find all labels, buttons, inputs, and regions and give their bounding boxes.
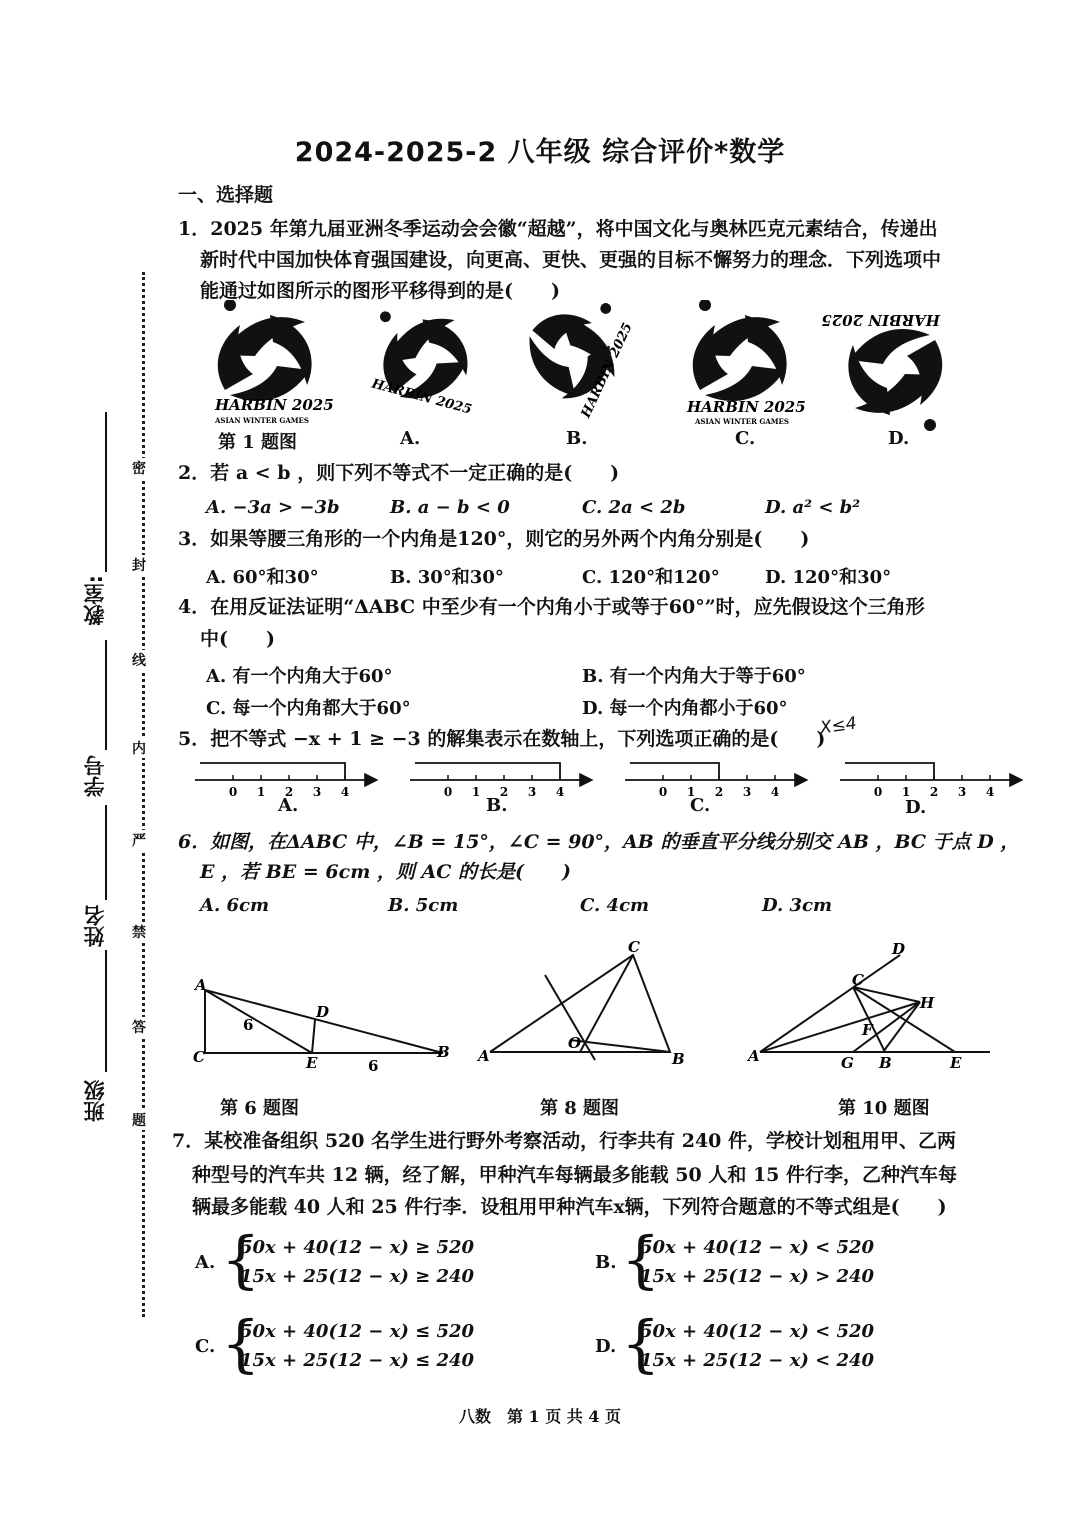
name-label: 姓名 (83, 905, 107, 947)
classroom-field[interactable] (105, 412, 107, 572)
tick-label: 0 (228, 785, 238, 799)
q4-option-c[interactable]: C. 每一个内角都大于60° (206, 698, 411, 719)
q1-line1: 1．2025 年第九届亚洲冬季运动会会徽“超越”，将中国文化与奥林匹克元素结合，传递出 (178, 218, 938, 240)
q1-line3: 能通过如图所示的图形平移得到的是( ) (200, 280, 560, 302)
q7-eq2: 15x + 25(12 − x) ≤ 240 (240, 1350, 475, 1371)
fig10-point-f: F (862, 1021, 873, 1039)
q4-option-b[interactable]: B. 有一个内角大于等于60° (582, 666, 806, 687)
q4-option-d[interactable]: D. 每一个内角都小于60° (582, 698, 788, 719)
q7-option-a[interactable] (195, 1223, 495, 1296)
tick-label: 3 (527, 785, 537, 799)
q7-line2: 种型号的汽车共 12 辆，经了解，甲种汽车每辆最多能载 50 人和 15 件行李，乙种汽车每 (192, 1164, 958, 1186)
tick-label: 2 (929, 785, 939, 799)
q7-line3: 辆最多能载 40 人和 25 件行李．设租用甲种汽车x辆，下列符合题意的不等式组是( ) (192, 1196, 947, 1218)
fig10-point-h: H (920, 994, 935, 1012)
seal-chars (128, 0, 158, 1526)
fig6-point-d: D (316, 1003, 330, 1021)
student-id-label: 学号 (83, 755, 107, 797)
q7-eq1: 50x + 40(12 − x) < 520 (640, 1237, 875, 1258)
tick-label: 0 (658, 785, 668, 799)
q7-option-label: B. (595, 1252, 617, 1273)
fig10-point-e: E (950, 1054, 962, 1072)
seal-char: 线 (132, 650, 146, 670)
geometry-figures (185, 940, 1005, 1075)
q5-option-a-label[interactable]: A. (278, 795, 299, 816)
fig10-point-d: D (892, 940, 906, 958)
tick-label: 4 (985, 785, 995, 799)
q5-option-b-label[interactable]: B. (486, 795, 508, 816)
tick-label: 3 (957, 785, 967, 799)
q1-option-a-label[interactable]: A. (400, 428, 421, 449)
seal-char: 封 (132, 555, 146, 575)
logo-text: HARBIN 2025 (578, 320, 636, 421)
q2-option-a[interactable]: A. −3a > −3b (206, 497, 340, 518)
logo-icon (693, 300, 787, 401)
q6-line1: 6．如图，在ΔABC 中，∠B = 15°，∠C = 90°，AB 的垂直平分线分别交 AB ，BC 于点 D ， (178, 831, 1020, 853)
class-label: 班级 (83, 1080, 107, 1122)
seal-char: 严 (132, 830, 146, 850)
tick-label: 4 (770, 785, 780, 799)
tick-label: 1 (256, 785, 266, 799)
fig6-point-a: A (195, 976, 207, 994)
q5-number-lines (190, 755, 1030, 815)
fig6-caption: 第 6 题图 (220, 1098, 300, 1119)
number-line-b (410, 763, 590, 799)
fig8-point-b: B (672, 1050, 685, 1068)
number-line-a (195, 763, 375, 799)
q3-option-d[interactable]: D. 120°和30° (765, 567, 892, 588)
seal-char: 题 (132, 1110, 146, 1130)
section-heading: 一、选择题 (178, 184, 274, 206)
q6-line2: E ，若 BE = 6cm ，则 AC 的长是( ) (200, 861, 571, 883)
q7-eq1: 50x + 40(12 − x) < 520 (640, 1321, 875, 1342)
seal-char: 答 (132, 1017, 146, 1037)
fig10-point-b: B (879, 1054, 892, 1072)
logo-icon (218, 300, 312, 401)
q2-option-b[interactable]: B. a − b < 0 (390, 497, 510, 518)
q3-option-c[interactable]: C. 120°和120° (582, 567, 720, 588)
seal-char: 密 (132, 458, 146, 478)
fig6-mark: 6 (243, 1016, 254, 1034)
q1-figure-caption: 第 1 题图 (218, 432, 298, 453)
tick-label: 3 (312, 785, 322, 799)
logo-text: HARBIN 2025 (821, 311, 940, 329)
brace: { (621, 1223, 661, 1296)
q5-stem: 5．把不等式 −x + 1 ≥ −3 的解集表示在数轴上，下列选项正确的是( ) (178, 728, 826, 750)
q6-option-d[interactable]: D. 3cm (762, 895, 833, 916)
fig6-point-c: C (193, 1048, 205, 1066)
tick-label: 2 (499, 785, 509, 799)
seal-char: 内 (132, 738, 146, 758)
q2-option-c[interactable]: C. 2a < 2b (582, 497, 686, 518)
fig10-figure (760, 955, 990, 1052)
fig8-point-o: O (568, 1034, 582, 1052)
logo-text: HARBIN 2025 (369, 376, 474, 418)
tick-label: 3 (742, 785, 752, 799)
logo-sub: ASIAN WINTER GAMES (695, 417, 789, 426)
q2-option-d[interactable]: D. a² < b² (765, 497, 861, 518)
number-line-d (840, 763, 1020, 799)
q3-option-b[interactable]: B. 30°和30° (390, 567, 504, 588)
fig6-point-e: E (306, 1054, 318, 1072)
q6-option-c[interactable]: C. 4cm (580, 895, 650, 916)
brace: { (621, 1307, 661, 1380)
tick-label: 2 (284, 785, 294, 799)
brace: { (221, 1223, 261, 1296)
q5-option-c-label[interactable]: C. (690, 795, 711, 816)
number-line-c (625, 763, 805, 799)
name-field[interactable] (105, 805, 107, 900)
q1-option-d-label[interactable]: D. (888, 428, 910, 449)
q7-option-b[interactable] (595, 1223, 895, 1296)
classroom-label: 教室: (83, 575, 107, 626)
q7-eq2: 15x + 25(12 − x) < 240 (640, 1350, 875, 1371)
fig10-point-a: A (748, 1047, 760, 1065)
q6-option-b[interactable]: B. 5cm (388, 895, 459, 916)
tick-label: 0 (443, 785, 453, 799)
logo-text: HARBIN 2025 (687, 398, 806, 416)
q1-line2: 新时代中国加快体育强国建设，向更高、更快、更强的目标不懈努力的理念．下列选项中 (200, 249, 942, 271)
tick-label: 0 (873, 785, 883, 799)
q4-option-a[interactable]: A. 有一个内角大于60° (206, 666, 393, 687)
fig6-mark: 6 (368, 1057, 379, 1075)
fig10-point-c: C (852, 971, 864, 989)
q7-line1: 7．某校准备组织 520 名学生进行野外考察活动，行李共有 240 件，学校计划租用甲、乙两 (172, 1130, 957, 1152)
q7-eq1: 50x + 40(12 − x) ≥ 520 (240, 1237, 475, 1258)
fig8-point-a: A (478, 1047, 490, 1065)
student-id-field[interactable] (105, 640, 107, 750)
tick-label: 1 (901, 785, 911, 799)
fig6-point-b: B (437, 1043, 450, 1061)
q7-option-label: A. (195, 1252, 216, 1273)
q5-scribble: X≤4 (818, 713, 858, 739)
brace: { (221, 1307, 261, 1380)
q7-option-label: D. (595, 1336, 617, 1357)
q3-stem: 3．如果等腰三角形的一个内角是120°，则它的另外两个内角分别是( ) (178, 528, 810, 550)
q4-line1: 4．在用反证法证明“ΔABC 中至少有一个内角小于或等于60°”时，应先假设这个三角形 (178, 596, 925, 618)
fig10-caption: 第 10 题图 (838, 1098, 930, 1119)
logo-text: HARBIN 2025 (215, 396, 334, 414)
fig6-triangle (205, 990, 443, 1053)
q7-eq2: 15x + 25(12 − x) > 240 (640, 1266, 875, 1287)
tick-label: 2 (714, 785, 724, 799)
seal-char: 禁 (132, 922, 146, 942)
logo-sub: ASIAN WINTER GAMES (215, 416, 309, 425)
q7-option-c[interactable] (195, 1307, 495, 1380)
q5-option-d-label[interactable]: D. (905, 797, 927, 818)
q7-option-d[interactable] (595, 1307, 895, 1380)
tick-label: 1 (686, 785, 696, 799)
fig8-caption: 第 8 题图 (540, 1098, 620, 1119)
fig8-point-c: C (628, 940, 640, 956)
q6-option-a[interactable]: A. 6cm (200, 895, 270, 916)
class-field[interactable] (105, 950, 107, 1072)
q3-option-a[interactable]: A. 60°和30° (206, 567, 319, 588)
q7-eq2: 15x + 25(12 − x) ≥ 240 (240, 1266, 475, 1287)
tick-label: 1 (471, 785, 481, 799)
logo-icon (848, 329, 942, 431)
page-footer: 八数 第 1 页 共 4 页 (458, 1407, 622, 1426)
q1-option-c-label[interactable]: C. (735, 428, 756, 449)
fig10-point-g: G (841, 1054, 854, 1072)
q7-option-label: C. (195, 1336, 216, 1357)
page-title: 2024-2025-2 八年级 综合评价*数学 (294, 137, 786, 168)
q4-line2: 中( ) (200, 628, 275, 650)
q1-option-b-label[interactable]: B. (566, 428, 588, 449)
q2-stem: 2．若 a < b ，则下列不等式不一定正确的是( ) (178, 462, 620, 484)
q7-eq1: 50x + 40(12 − x) ≤ 520 (240, 1321, 475, 1342)
tick-label: 4 (340, 785, 350, 799)
tick-label: 4 (555, 785, 565, 799)
